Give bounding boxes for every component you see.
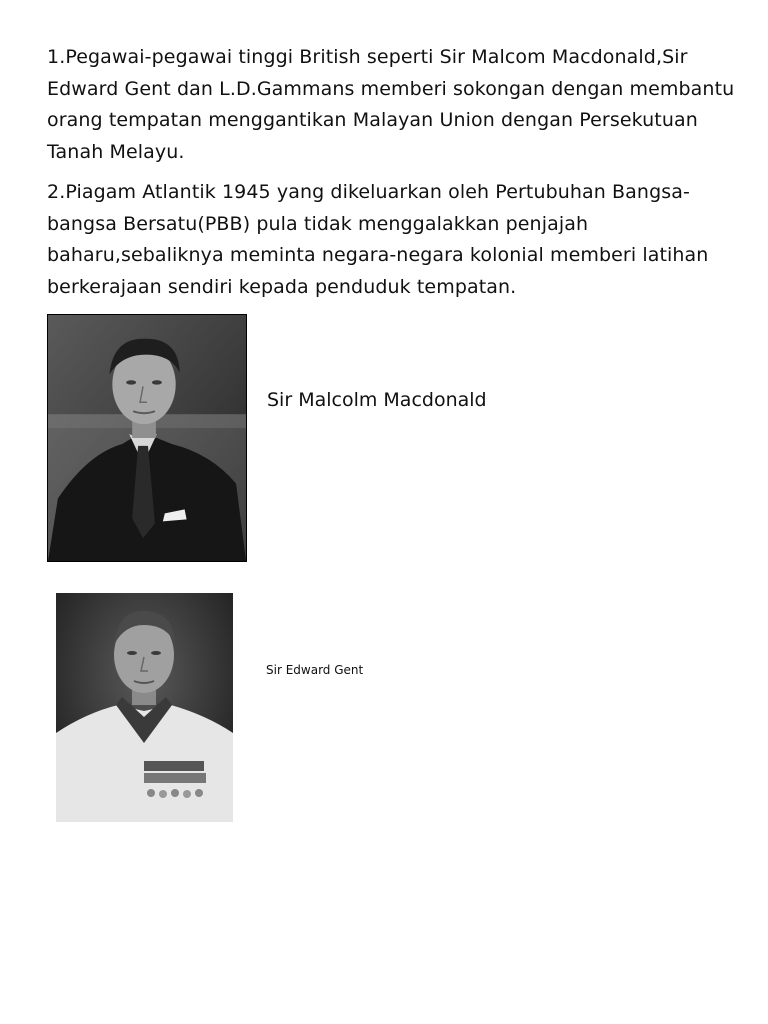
- caption-gent: Sir Edward Gent: [266, 663, 364, 677]
- paragraph-2: 2.Piagam Atlantik 1945 yang dikeluarkan oleh Pertubuhan Bangsa-bangsa Bersatu(PBB) pula tidak menggalakkan penjajah baharu,sebaliknya meminta negara-negara kolonial memberi latihan berkerajaan sendiri kepada penduduk tempatan.: [47, 181, 709, 298]
- caption-macdonald: Sir Malcolm Macdonald: [267, 389, 487, 411]
- portrait-photo-gent: [56, 593, 233, 822]
- portrait-photo-macdonald: [47, 314, 247, 562]
- paragraph-1: 1.Pegawai-pegawai tinggi British seperti Sir Malcom Macdonald,Sir Edward Gent dan L.D.Gammans memberi sokongan dengan membantu orang tempatan menggantikan Malayan Union dengan Persekutuan Tanah Melayu.: [47, 46, 735, 163]
